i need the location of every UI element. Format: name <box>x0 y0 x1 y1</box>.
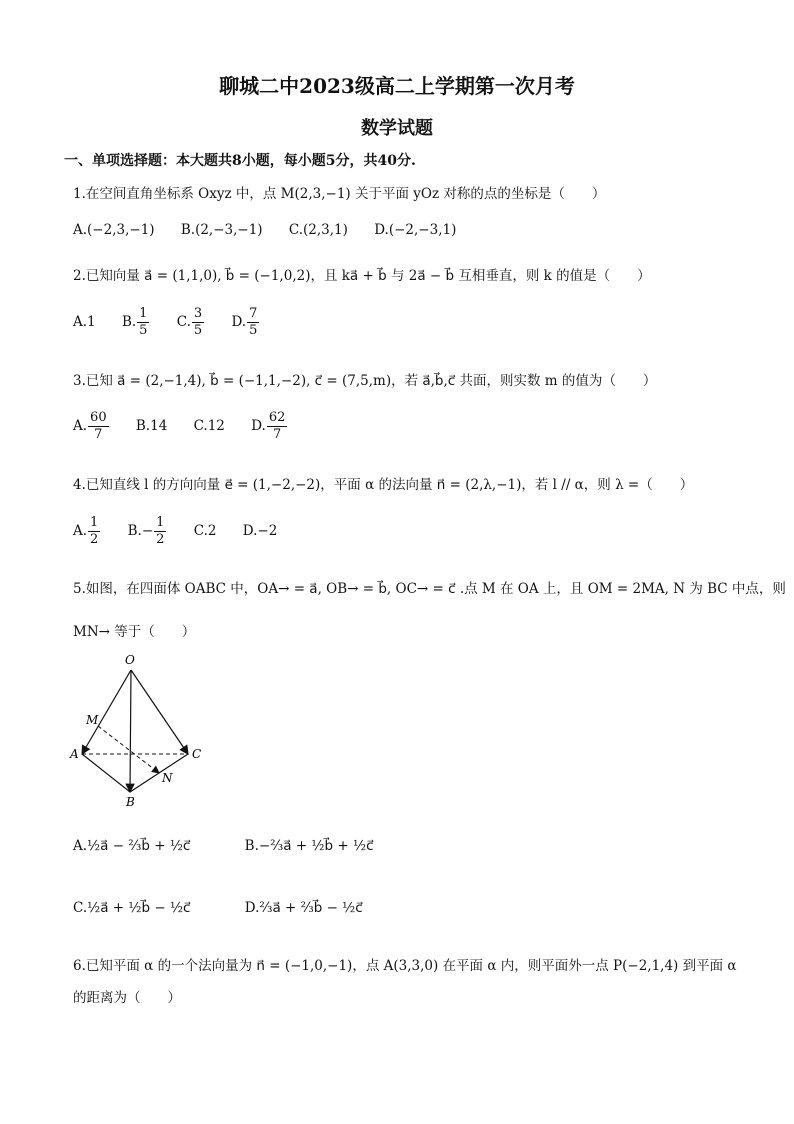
q2-option-b <box>122 306 151 339</box>
edge-OB <box>130 670 131 792</box>
q5-option-b: B.−⅔a⃗ + ½b⃗ + ½c⃗ <box>244 838 374 854</box>
q3-a-label: A. <box>73 418 88 434</box>
q3-d-den: 7 <box>272 427 282 442</box>
q2-option-a: A.1 <box>73 314 96 330</box>
label-A: A <box>70 747 79 761</box>
exam-title: 聊城二中2023级高二上学期第一次月考 <box>219 74 575 98</box>
q2-c-den: 5 <box>193 323 203 338</box>
q5-options-row2 <box>73 900 385 916</box>
q2-c-label: C. <box>176 314 191 330</box>
q1-option-a: A.(−2,3,−1) <box>73 222 155 238</box>
q4-option-c: C.2 <box>193 523 217 539</box>
q1-option-b: B.(2,−3,−1) <box>180 222 263 238</box>
q6-stem-line1: 6.已知平面 α 的一个法向量为 n⃗ = (−1,0,−1)，点 A(3,3,0) 在平面 α 内，则平面外一点 P(−2,1,4) 到平面 α <box>73 958 737 974</box>
q2-b-den: 5 <box>139 323 148 338</box>
exam-subtitle: 数学试题 <box>361 118 433 139</box>
q2-stem: 2.已知向量 a⃗ = (1,1,0), b⃗ = (−1,0,2)，且 ka⃗ + b⃗ 与 2a⃗ − b⃗ 互相垂直，则 k 的值是（ ） <box>73 268 651 284</box>
q2-c-num: 3 <box>193 306 203 321</box>
q4-option-a <box>73 515 101 548</box>
label-O: O <box>125 653 135 667</box>
q4-option-b <box>128 515 168 548</box>
q4-option-d: D.−2 <box>242 523 278 539</box>
q3-option-a <box>73 410 110 443</box>
q4-a-fraction <box>88 515 100 548</box>
q1-options <box>73 222 478 238</box>
q5-option-c: C.½a⃗ + ½b⃗ − ½c⃗ <box>73 900 191 916</box>
q3-option-c: C.12 <box>193 418 225 434</box>
q3-a-den: 7 <box>94 427 103 442</box>
label-N: N <box>162 771 173 785</box>
q2-option-d <box>231 306 260 339</box>
q3-option-d <box>251 410 288 443</box>
q5-option-d: D.⅔a⃗ + ⅔b⃗ − ½c⃗ <box>244 900 363 916</box>
label-B: B <box>126 795 135 809</box>
q3-stem: 3.已知 a⃗ = (2,−1,4), b⃗ = (−1,1,−2), c⃗ = (7,5,m)，若 a⃗,b⃗,c⃗ 共面，则实数 m 的值为（ ） <box>73 373 657 389</box>
q2-c-fraction <box>192 306 204 339</box>
q4-b-num: 1 <box>156 515 165 530</box>
q6-stem-line2: 的距离为（ ） <box>73 990 181 1006</box>
q2-options <box>73 306 282 339</box>
q1-option-d: D.(−2,−3,1) <box>374 222 457 238</box>
q4-a-num: 1 <box>90 515 99 530</box>
q3-d-num: 62 <box>268 410 286 425</box>
edge-OC <box>131 670 188 754</box>
q2-b-num: 1 <box>139 306 148 321</box>
vector-MN <box>98 726 159 773</box>
q4-b-label: B.− <box>127 523 154 539</box>
q5-stem-line1: 5.如图，在四面体 OABC 中，OA→ = a⃗, OB→ = b⃗, OC→ = c⃗ .点 M 在 OA 上，且 OM = 2MA, N 为 BC 中点，则 <box>73 581 786 597</box>
q4-options <box>73 515 299 548</box>
q5-options-row1 <box>73 838 396 854</box>
q2-b-label: B. <box>121 314 137 330</box>
q4-b-den: 2 <box>156 532 165 547</box>
q5-stem-line2: MN→ 等于（ ） <box>73 624 196 640</box>
q2-d-den: 5 <box>249 323 258 338</box>
q2-option-c <box>177 306 205 339</box>
q3-options <box>73 410 310 443</box>
q3-a-num: 60 <box>90 410 107 425</box>
tetrahedron-figure <box>68 650 218 810</box>
q4-a-label: A. <box>73 523 88 539</box>
label-C: C <box>192 747 202 761</box>
q5-option-a: A.½a⃗ − ⅔b⃗ + ½c⃗ <box>73 838 191 854</box>
q2-d-num: 7 <box>249 306 258 321</box>
edge-AB <box>82 754 130 792</box>
q1-option-c: C.(2,3,1) <box>288 222 348 238</box>
q2-b-fraction <box>137 306 149 339</box>
q3-a-fraction <box>88 410 109 443</box>
q1-stem: 1.在空间直角坐标系 Oxyz 中，点 M(2,3,−1) 关于平面 yOz 对称的点的坐标是（ ） <box>73 186 606 202</box>
q3-d-fraction <box>267 410 288 443</box>
section-heading: 一、单项选择题：本大题共8小题，每小题5分，共40分. <box>64 153 416 169</box>
q3-option-b: B.14 <box>135 418 168 434</box>
label-M: M <box>86 713 99 727</box>
q4-stem: 4.已知直线 l 的方向向量 e⃗ = (1,−2,−2)，平面 α 的法向量 n⃗ = (2,λ,−1)，若 l // α，则 λ =（ ） <box>73 477 694 493</box>
q4-b-fraction <box>154 515 166 548</box>
edge-OA <box>82 670 131 754</box>
q3-d-label: D. <box>251 418 266 434</box>
q4-a-den: 2 <box>90 532 99 547</box>
q2-d-label: D. <box>231 314 247 330</box>
q2-d-fraction <box>247 306 259 339</box>
